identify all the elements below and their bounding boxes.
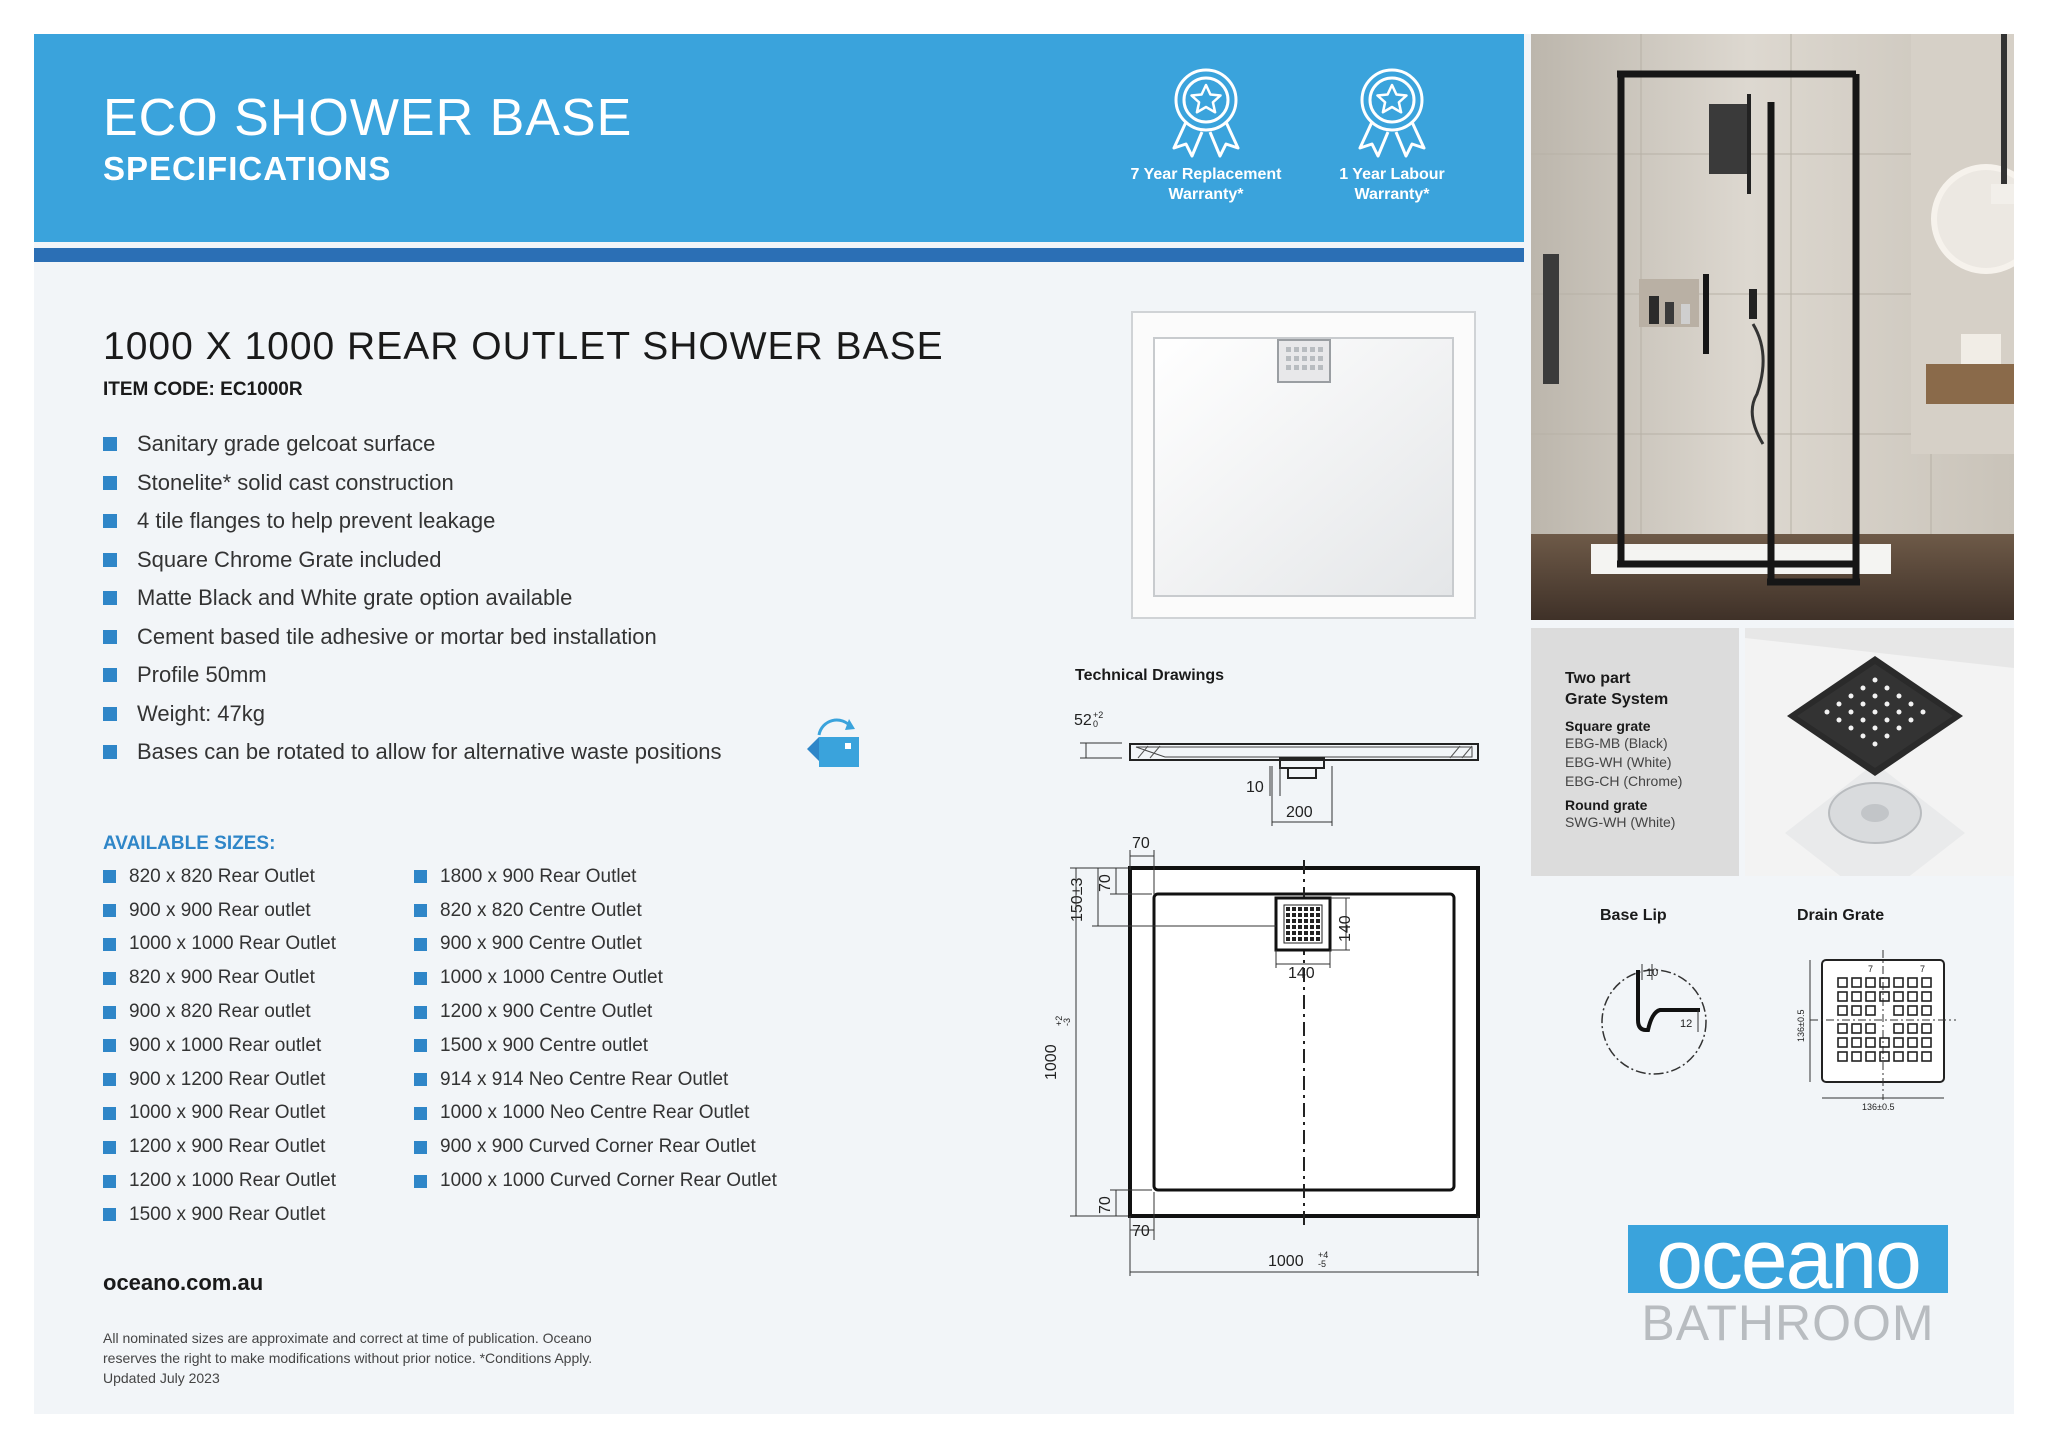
- flange-left-label: 70: [1132, 1223, 1150, 1240]
- bullet-square-icon: [103, 1141, 116, 1154]
- size-item: [414, 961, 777, 995]
- bullet-square-icon: [414, 1175, 427, 1188]
- sizes-list-col2: [414, 860, 777, 1198]
- bullet-square-icon: [103, 904, 116, 917]
- grate-hole: [1310, 919, 1314, 923]
- bullet-square-icon: [103, 553, 117, 567]
- grate-hole: [1316, 919, 1320, 923]
- size-item: [103, 1029, 336, 1063]
- width-label: 1000: [1268, 1253, 1304, 1270]
- grate-hole: [1304, 925, 1308, 929]
- feature-item: [103, 425, 722, 464]
- grate-hole: [1316, 907, 1320, 911]
- bathroom-photo: [1531, 34, 2014, 620]
- size-text: 900 x 1200 Rear Outlet: [129, 1068, 326, 1090]
- drain-grate-heading: Drain Grate: [1797, 907, 1885, 924]
- size-text: 1200 x 900 Centre Outlet: [440, 1001, 653, 1023]
- size-text: 900 x 1000 Rear outlet: [129, 1034, 322, 1056]
- grate-hole: [1304, 919, 1308, 923]
- feature-text: Bases can be rotated to allow for alternative waste positions: [137, 739, 722, 765]
- award-ribbon-icon: [1352, 66, 1432, 158]
- item-code: ITEM CODE: EC1000R: [103, 379, 303, 400]
- grate-hole: [1286, 919, 1290, 923]
- feature-item: [103, 464, 722, 503]
- grate-system-title-line1: Two part: [1565, 670, 1631, 687]
- logo-subline: BATHROOM: [1641, 1295, 1935, 1351]
- bullet-square-icon: [103, 745, 117, 759]
- bullet-square-icon: [103, 938, 116, 951]
- feature-item: [103, 541, 722, 580]
- badge-label-line2: Warranty*: [1168, 186, 1244, 203]
- grate-height-label: 140: [1337, 915, 1354, 942]
- grate-hole: [1316, 937, 1320, 941]
- bullet-square-icon: [103, 591, 117, 605]
- grate-hole: [1286, 913, 1290, 917]
- grate-hole: [1310, 907, 1314, 911]
- feature-text: Stonelite* solid cast construction: [137, 469, 454, 495]
- grate-hole: [1286, 925, 1290, 929]
- technical-drawings-heading: Technical Drawings: [1075, 667, 1225, 684]
- logo-wordmark: oceano: [1656, 1225, 1920, 1293]
- size-text: 820 x 820 Rear Outlet: [129, 865, 315, 887]
- grate-hole: [1292, 913, 1296, 917]
- available-sizes-heading: AVAILABLE SIZES:: [103, 833, 276, 854]
- size-item: [103, 1198, 336, 1232]
- round-grate-heading: Round grate: [1565, 797, 1648, 813]
- bullet-square-icon: [103, 1175, 116, 1188]
- disclaimer-line: Updated July 2023: [103, 1370, 220, 1386]
- drain-dim-top: 7: [1868, 964, 1874, 974]
- profile-outlet-label: 200: [1286, 804, 1313, 821]
- square-grate-item: EBG-WH (White): [1565, 754, 1672, 770]
- size-text: 1000 x 1000 Curved Corner Rear Outlet: [440, 1170, 777, 1192]
- base-lip-dim-a: 10: [1646, 967, 1659, 979]
- bullet-square-icon: [414, 1073, 427, 1086]
- bullet-square-icon: [103, 437, 117, 451]
- bullet-square-icon: [414, 1039, 427, 1052]
- bullet-square-icon: [103, 668, 117, 682]
- size-text: 1200 x 1000 Rear Outlet: [129, 1170, 337, 1192]
- bullet-square-icon: [103, 1208, 116, 1221]
- grate-hole: [1310, 925, 1314, 929]
- size-text: 820 x 900 Rear Outlet: [129, 967, 315, 989]
- grate-photo: [1745, 628, 2014, 876]
- bullet-square-icon: [414, 870, 427, 883]
- size-item: [103, 995, 336, 1029]
- size-item: [103, 961, 336, 995]
- outlet-offset-label: 150±3: [1069, 877, 1086, 922]
- profile-tol-lower: 0: [1093, 719, 1099, 729]
- size-text: 914 x 914 Neo Centre Rear Outlet: [440, 1068, 729, 1090]
- bullet-square-icon: [103, 1107, 116, 1120]
- size-item: [414, 995, 777, 1029]
- size-item: [414, 928, 777, 962]
- depth-tol-lower: -3: [1062, 1017, 1072, 1026]
- grate-system-panel: [1531, 628, 1739, 876]
- size-item: [414, 894, 777, 928]
- flange-top-label: 70: [1132, 835, 1150, 852]
- size-item: [103, 894, 336, 928]
- grate-hole: [1304, 907, 1308, 911]
- grate-hole: [1292, 937, 1296, 941]
- grate-hole: [1298, 907, 1302, 911]
- size-item: [414, 1097, 777, 1131]
- width-tol-lower: -5: [1318, 1259, 1327, 1269]
- grate-hole: [1286, 907, 1290, 911]
- drain-grate-drawing: [1780, 950, 1960, 1115]
- size-text: 1000 x 1000 Neo Centre Rear Outlet: [440, 1102, 750, 1124]
- bullet-square-icon: [414, 1141, 427, 1154]
- bullet-square-icon: [414, 904, 427, 917]
- website-link[interactable]: oceano.com.au: [103, 1270, 264, 1295]
- feature-item: [103, 579, 722, 618]
- bullet-square-icon: [103, 1039, 116, 1052]
- rotate-base-icon: [805, 713, 867, 775]
- square-grate-item: EBG-CH (Chrome): [1565, 773, 1683, 789]
- base-lip-dim-b: 12: [1680, 1018, 1693, 1030]
- profile-section: [1074, 710, 1478, 826]
- grate-hole: [1292, 931, 1296, 935]
- grate-hole: [1292, 907, 1296, 911]
- feature-list: [103, 425, 722, 772]
- bullet-square-icon: [103, 1006, 116, 1019]
- width-tol-upper: +4: [1318, 1250, 1329, 1260]
- size-text: 820 x 820 Centre Outlet: [440, 899, 642, 921]
- bullet-square-icon: [103, 972, 116, 985]
- document-title: ECO SHOWER BASE: [103, 89, 633, 147]
- drain-dim-side: 136±0.5: [1796, 1009, 1806, 1042]
- size-item: [103, 860, 336, 894]
- document-subtitle: SPECIFICATIONS: [103, 150, 392, 187]
- square-grate-item: EBG-MB (Black): [1565, 735, 1668, 751]
- size-text: 1000 x 1000 Centre Outlet: [440, 967, 663, 989]
- grate-hole: [1298, 913, 1302, 917]
- feature-item: [103, 695, 722, 734]
- grate-hole: [1304, 913, 1308, 917]
- profile-tol-upper: +2: [1093, 710, 1104, 720]
- size-item: [414, 1063, 777, 1097]
- size-text: 900 x 900 Rear outlet: [129, 899, 311, 921]
- size-text: 1200 x 900 Rear Outlet: [129, 1136, 326, 1158]
- size-text: 900 x 900 Curved Corner Rear Outlet: [440, 1136, 756, 1158]
- size-text: 1500 x 900 Rear Outlet: [129, 1203, 326, 1225]
- bullet-square-icon: [414, 938, 427, 951]
- feature-item: [103, 618, 722, 657]
- profile-offset-label: 10: [1246, 779, 1264, 796]
- grate-width-label: 140: [1288, 965, 1315, 982]
- size-item: [414, 1029, 777, 1063]
- plan-view: [1043, 835, 1478, 1276]
- square-grate-heading: Square grate: [1565, 718, 1651, 734]
- grate-hole: [1316, 925, 1320, 929]
- award-ribbon-icon: [1166, 66, 1246, 158]
- bullet-square-icon: [414, 1107, 427, 1120]
- grate-hole: [1310, 931, 1314, 935]
- product-title: 1000 X 1000 REAR OUTLET SHOWER BASE: [103, 325, 944, 368]
- profile-height-label: 52: [1074, 712, 1092, 729]
- shower-base-render: [1130, 310, 1477, 622]
- feature-text: Matte Black and White grate option available: [137, 585, 573, 611]
- bullet-square-icon: [103, 514, 117, 528]
- grate-hole: [1286, 937, 1290, 941]
- grate-hole: [1310, 937, 1314, 941]
- feature-text: 4 tile flanges to help prevent leakage: [137, 508, 496, 534]
- size-text: 900 x 820 Rear outlet: [129, 1001, 311, 1023]
- feature-text: Cement based tile adhesive or mortar bed installation: [137, 623, 657, 649]
- header-rule: [34, 248, 1524, 262]
- size-text: 1000 x 900 Rear Outlet: [129, 1102, 326, 1124]
- bullet-square-icon: [103, 1073, 116, 1086]
- disclaimer-line: reserves the right to make modifications without prior notice. *Conditions Apply.: [103, 1350, 593, 1366]
- grate-hole: [1298, 919, 1302, 923]
- warranty-badge-labour: [1292, 66, 1492, 205]
- size-text: 1000 x 1000 Rear Outlet: [129, 933, 337, 955]
- size-item: [103, 1063, 336, 1097]
- size-item: [103, 928, 336, 962]
- bullet-square-icon: [414, 1006, 427, 1019]
- size-text: 1500 x 900 Centre outlet: [440, 1034, 649, 1056]
- badge-label-line1: 1 Year Labour: [1339, 166, 1445, 183]
- grate-hole: [1316, 931, 1320, 935]
- grate-hole: [1298, 931, 1302, 935]
- technical-drawing: [1030, 700, 1520, 1280]
- drain-dim-bottom: 136±0.5: [1862, 1102, 1895, 1112]
- base-lip-heading: Base Lip: [1600, 907, 1667, 924]
- size-item: [103, 1130, 336, 1164]
- bullet-square-icon: [103, 630, 117, 644]
- bullet-square-icon: [414, 972, 427, 985]
- brand-logo: [1628, 1225, 1948, 1293]
- feature-text: Sanitary grade gelcoat surface: [137, 431, 436, 457]
- size-text: 1800 x 900 Rear Outlet: [440, 865, 637, 887]
- disclaimer-line: All nominated sizes are approximate and correct at time of publication. Oceano: [103, 1330, 592, 1346]
- size-item: [414, 1130, 777, 1164]
- grate-hole: [1292, 925, 1296, 929]
- badge-label-line2: Warranty*: [1354, 186, 1430, 203]
- size-item: [414, 1164, 777, 1198]
- bullet-square-icon: [103, 476, 117, 490]
- feature-item: [103, 502, 722, 541]
- sizes-list-col1: [103, 860, 336, 1232]
- depth-tol-upper: +2: [1054, 1015, 1064, 1026]
- grate-hole: [1304, 937, 1308, 941]
- feature-text: Square Chrome Grate included: [137, 546, 442, 572]
- grate-hole: [1304, 931, 1308, 935]
- grate-system-title-line2: Grate System: [1565, 691, 1669, 708]
- drain-dim-top2: 7: [1920, 964, 1926, 974]
- feature-text: Profile 50mm: [137, 662, 267, 688]
- bullet-square-icon: [103, 707, 117, 721]
- grate-hole: [1298, 937, 1302, 941]
- feature-text: Weight: 47kg: [137, 700, 266, 726]
- disclaimer: [103, 1328, 743, 1388]
- depth-label: 1000: [1043, 1044, 1060, 1080]
- size-item: [103, 1097, 336, 1131]
- grate-hole: [1286, 931, 1290, 935]
- warranty-badge-replacement: [1106, 66, 1306, 205]
- size-item: [103, 1164, 336, 1198]
- bullet-square-icon: [103, 870, 116, 883]
- size-text: 900 x 900 Centre Outlet: [440, 933, 642, 955]
- base-lip-drawing: [1590, 950, 1720, 1090]
- badge-label-line1: 7 Year Replacement: [1130, 166, 1282, 183]
- flange-bottom-label: 70: [1097, 1196, 1114, 1214]
- grate-hole: [1310, 913, 1314, 917]
- grate-hole: [1298, 925, 1302, 929]
- feature-item: [103, 656, 722, 695]
- grate-hole: [1316, 913, 1320, 917]
- round-grate-item: SWG-WH (White): [1565, 814, 1676, 830]
- flange-inner-label: 70: [1097, 874, 1114, 892]
- feature-item: [103, 733, 722, 772]
- size-item: [414, 860, 777, 894]
- grate-hole: [1292, 919, 1296, 923]
